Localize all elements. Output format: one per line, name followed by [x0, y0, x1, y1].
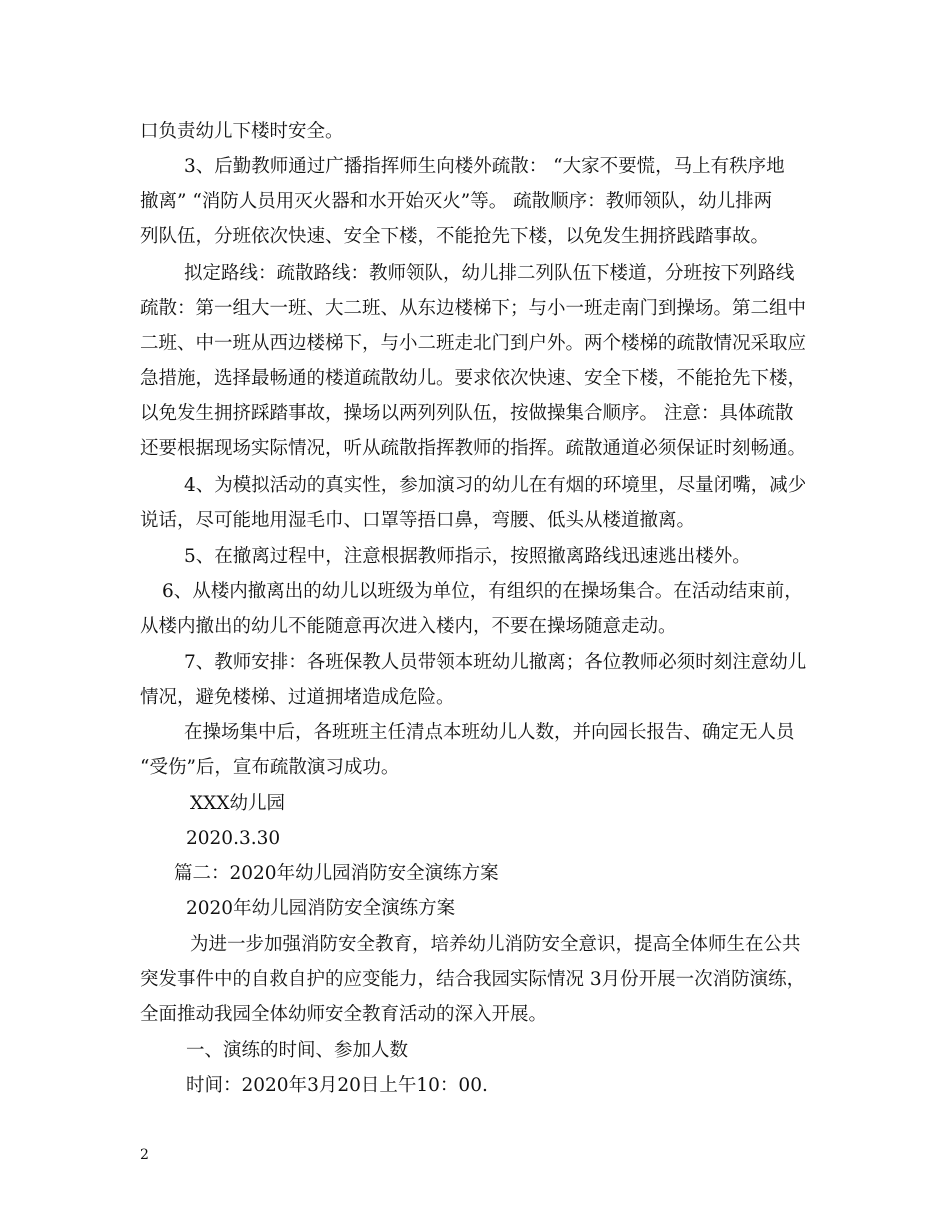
signature-date: 2020.3.30 — [186, 828, 281, 849]
page-number: 2 — [140, 1147, 149, 1163]
text-line: 撤离” “消防人员用灭火器和水开始灭火”等。 疏散顺序：教师领队，幼儿排两 — [140, 191, 773, 212]
text-line: 6、从楼内撤离出的幼儿以班级为单位，有组织的在操场集合。在活动结束前， — [162, 581, 803, 602]
text-line: 为进一步加强消防安全教育，培养幼儿消防安全意识，提高全体师生在公共 — [190, 934, 801, 955]
text-line: 在操场集中后，各班班主任清点本班幼儿人数，并向园长报告、确定无人员 — [184, 722, 795, 743]
text-line: 还要根据现场实际情况，听从疏散指挥教师的指挥。疏散通道必须保证时刻畅通。 — [140, 438, 807, 459]
text-line: 口负责幼儿下楼时安全。 — [140, 121, 344, 142]
section-heading: 篇二：2020年幼儿园消防安全演练方案 — [174, 863, 499, 884]
text-line: 拟定路线：疏散路线：教师领队，幼儿排二列队伍下楼道，分班按下列路线 — [184, 263, 795, 284]
text-line: 急措施，选择最畅通的楼道疏散幼儿。要求依次快速、安全下楼，不能抢先下楼， — [140, 368, 807, 389]
text-line: 从楼内撤出的幼儿不能随意再次进入楼内，不要在操场随意走动。 — [140, 616, 677, 637]
text-line: 时间：2020年3月20日上午10：00. — [186, 1075, 488, 1096]
text-line: “受伤”后，宣布疏散演习成功。 — [140, 757, 400, 778]
text-line: 3、后勤教师通过广播指挥师生向楼外疏散： “大家不要慌，马上有秩序地 — [184, 156, 785, 177]
text-line: 疏散：第一组大一班、大二班、从东边楼梯下；与小一班走南门到操场。第二组中 — [140, 298, 807, 319]
text-line: 5、在撤离过程中，注意根据教师指示，按照撤离路线迅速逃出楼外。 — [184, 546, 751, 567]
text-line: 突发事件中的自救自护的应变能力，结合我园实际情况 3月份开展一次消防演练， — [140, 969, 806, 990]
text-line: 列队伍，分班依次快速、安全下楼，不能抢先下楼，以免发生拥挤践踏事故。 — [140, 226, 770, 247]
text-line: 说话，尽可能地用湿毛巾、口罩等捂口鼻，弯腰、低头从楼道撤离。 — [140, 510, 696, 531]
text-line: 7、教师安排：各班保教人员带领本班幼儿撤离；各位教师必须时刻注意幼儿 — [184, 652, 807, 673]
document-title: 2020年幼儿园消防安全演练方案 — [186, 898, 456, 919]
text-line: 二班、中一班从西边楼梯下，与小二班走北门到户外。两个楼梯的疏散情况采取应 — [140, 333, 807, 354]
text-line: 全面推动我园全体幼师安全教育活动的深入开展。 — [140, 1004, 548, 1025]
text-line: 情况，避免楼梯、过道拥堵造成危险。 — [140, 687, 455, 708]
text-line: 以免发生拥挤踩踏事故，操场以两列列队伍，按做操集合顺序。 注意：具体疏散 — [140, 403, 794, 424]
text-line: 4、为模拟活动的真实性，参加演习的幼儿在有烟的环境里，尽量闭嘴，减少 — [184, 475, 807, 496]
signature-organization: XXX幼儿园 — [190, 793, 286, 814]
subsection-heading: 一、演练的时间、参加人数 — [186, 1040, 409, 1061]
